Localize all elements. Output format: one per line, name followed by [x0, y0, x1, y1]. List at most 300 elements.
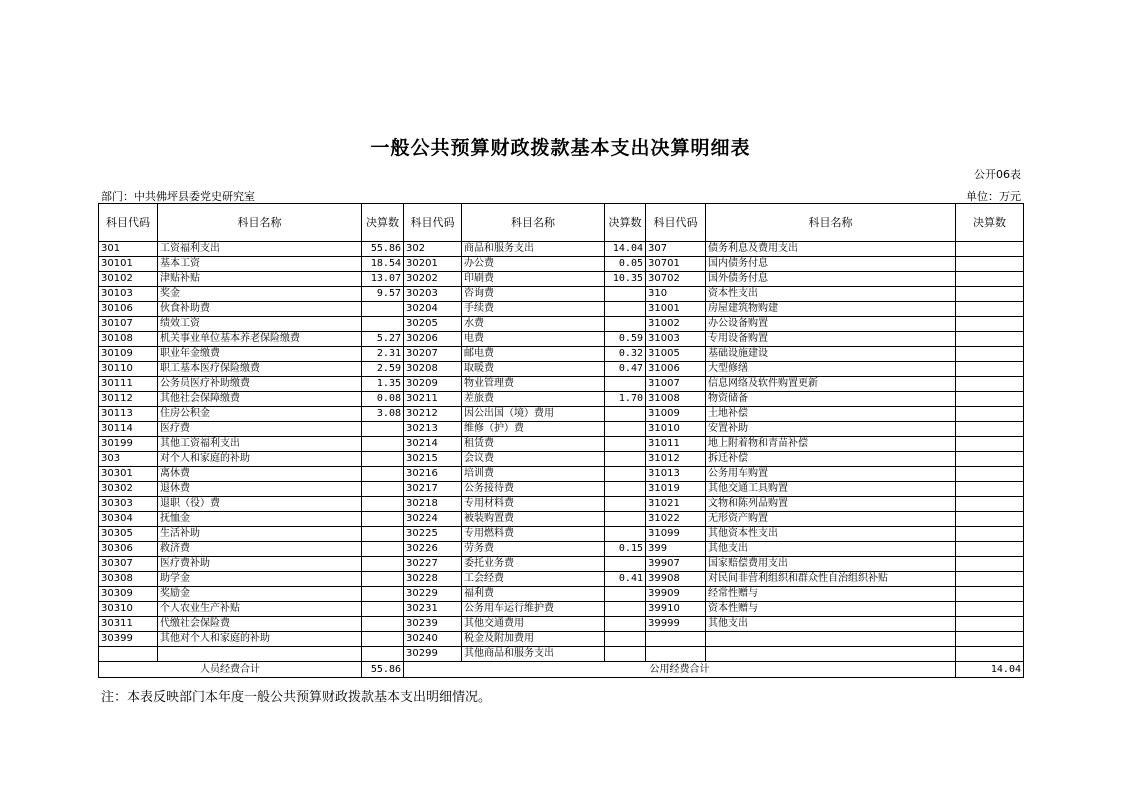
amount-cell: 13.07 — [362, 272, 404, 287]
subject-name-cell: 工会经费 — [462, 572, 605, 587]
amount-cell — [362, 632, 404, 647]
subject-name-cell: 公务接待费 — [462, 482, 605, 497]
amount-cell — [956, 512, 1024, 527]
subject-name-cell: 大型修缮 — [706, 362, 956, 377]
department-label: 部门：中共佛坪县委党史研究室 — [101, 190, 255, 203]
amount-cell — [605, 377, 646, 392]
subject-code-cell: 30214 — [404, 437, 462, 452]
subject-code-cell: 30110 — [99, 362, 158, 377]
amount-cell — [956, 362, 1024, 377]
subject-code-cell: 31099 — [646, 527, 706, 542]
subject-name-cell: 地上附着物和青苗补偿 — [706, 437, 956, 452]
subject-name-cell: 被装购置费 — [462, 512, 605, 527]
amount-cell: 5.27 — [362, 332, 404, 347]
header-code: 科目代码 — [646, 204, 706, 242]
amount-cell: 55.86 — [362, 242, 404, 257]
subject-code-cell: 31010 — [646, 422, 706, 437]
subject-code-cell: 30201 — [404, 257, 462, 272]
subject-code-cell: 30114 — [99, 422, 158, 437]
amount-cell — [956, 572, 1024, 587]
table-row — [99, 587, 1024, 602]
amount-cell: 2.31 — [362, 347, 404, 362]
subject-name-cell: 对民间非营利组织和群众性自治组织补贴 — [706, 572, 956, 587]
subject-name-cell: 其他工资福利支出 — [158, 437, 362, 452]
subject-code-cell: 31011 — [646, 437, 706, 452]
subject-name-cell: 资本性赠与 — [706, 602, 956, 617]
public-total-value: 14.04 — [956, 662, 1024, 678]
subject-code-cell: 39909 — [646, 587, 706, 602]
subject-name-cell: 专用设备购置 — [706, 332, 956, 347]
personnel-total-label: 人员经费合计 — [99, 662, 362, 678]
subject-name-cell: 绩效工资 — [158, 317, 362, 332]
subject-code-cell: 30208 — [404, 362, 462, 377]
subject-name-cell: 离休费 — [158, 467, 362, 482]
subject-code-cell: 30215 — [404, 452, 462, 467]
table-row — [99, 392, 1024, 407]
amount-cell — [362, 587, 404, 602]
subject-code-cell: 30308 — [99, 572, 158, 587]
amount-cell: 3.08 — [362, 407, 404, 422]
header-code: 科目代码 — [404, 204, 462, 242]
subject-name-cell: 邮电费 — [462, 347, 605, 362]
amount-cell — [605, 467, 646, 482]
subject-code-cell: 30217 — [404, 482, 462, 497]
subject-code-cell: 30206 — [404, 332, 462, 347]
table-row — [99, 497, 1024, 512]
subject-name-cell: 印刷费 — [462, 272, 605, 287]
amount-cell — [605, 302, 646, 317]
subject-name-cell: 咨询费 — [462, 287, 605, 302]
subject-code-cell: 39908 — [646, 572, 706, 587]
table-row — [99, 347, 1024, 362]
subject-code-cell: 31005 — [646, 347, 706, 362]
subject-name-cell: 经常性赠与 — [706, 587, 956, 602]
subject-code-cell: 30204 — [404, 302, 462, 317]
amount-cell — [956, 302, 1024, 317]
subject-name-cell: 商品和服务支出 — [462, 242, 605, 257]
subject-code-cell: 30231 — [404, 602, 462, 617]
subject-name-cell: 公务员医疗补助缴费 — [158, 377, 362, 392]
amount-cell — [956, 437, 1024, 452]
subject-name-cell: 其他社会保障缴费 — [158, 392, 362, 407]
subject-code-cell: 30111 — [99, 377, 158, 392]
table-row — [99, 317, 1024, 332]
amount-cell: 18.54 — [362, 257, 404, 272]
amount-cell — [956, 347, 1024, 362]
subject-name-cell: 因公出国（境）费用 — [462, 407, 605, 422]
subject-code-cell: 301 — [99, 242, 158, 257]
subject-code-cell: 31006 — [646, 362, 706, 377]
amount-cell: 14.04 — [605, 242, 646, 257]
subject-name-cell: 医疗费 — [158, 422, 362, 437]
amount-cell — [362, 497, 404, 512]
subject-code-cell: 30311 — [99, 617, 158, 632]
table-row — [99, 527, 1024, 542]
subject-name-cell: 其他支出 — [706, 542, 956, 557]
amount-cell — [956, 497, 1024, 512]
table-row — [99, 362, 1024, 377]
table-row — [99, 512, 1024, 527]
subject-code-cell: 30113 — [99, 407, 158, 422]
amount-cell — [605, 617, 646, 632]
subject-name-cell: 租赁费 — [462, 437, 605, 452]
amount-cell: 2.59 — [362, 362, 404, 377]
amount-cell — [605, 587, 646, 602]
table-row — [99, 617, 1024, 632]
amount-cell: 1.35 — [362, 377, 404, 392]
amount-cell — [956, 632, 1024, 647]
amount-cell — [605, 557, 646, 572]
amount-cell — [605, 452, 646, 467]
table-row — [99, 467, 1024, 482]
subject-name-cell: 奖励金 — [158, 587, 362, 602]
subject-name-cell: 代缴社会保险费 — [158, 617, 362, 632]
amount-cell — [362, 302, 404, 317]
subject-code-cell: 31002 — [646, 317, 706, 332]
subject-code-cell: 30307 — [99, 557, 158, 572]
subject-code-cell: 30107 — [99, 317, 158, 332]
amount-cell — [956, 467, 1024, 482]
subject-name-cell: 住房公积金 — [158, 407, 362, 422]
table-row — [99, 332, 1024, 347]
amount-cell — [605, 602, 646, 617]
table-row — [99, 407, 1024, 422]
subject-name-cell: 税金及附加费用 — [462, 632, 605, 647]
subject-name-cell: 水费 — [462, 317, 605, 332]
amount-cell: 0.15 — [605, 542, 646, 557]
subject-code-cell: 30212 — [404, 407, 462, 422]
amount-cell — [956, 452, 1024, 467]
amount-cell — [605, 422, 646, 437]
amount-cell — [605, 632, 646, 647]
subject-name-cell: 国内债务付息 — [706, 257, 956, 272]
table-row — [99, 302, 1024, 317]
subject-code-cell: 30199 — [99, 437, 158, 452]
table-row — [99, 377, 1024, 392]
table-row — [99, 482, 1024, 497]
subject-code-cell: 30305 — [99, 527, 158, 542]
subject-name-cell: 取暖费 — [462, 362, 605, 377]
subject-code-cell: 30112 — [99, 392, 158, 407]
subject-code-cell: 31013 — [646, 467, 706, 482]
subject-name-cell — [706, 632, 956, 647]
amount-cell — [956, 557, 1024, 572]
subject-code-cell: 30302 — [99, 482, 158, 497]
subject-name-cell: 土地补偿 — [706, 407, 956, 422]
subject-name-cell: 职业年金缴费 — [158, 347, 362, 362]
amount-cell — [956, 542, 1024, 557]
subject-code-cell: 30211 — [404, 392, 462, 407]
subject-code-cell: 307 — [646, 242, 706, 257]
subject-code-cell: 30229 — [404, 587, 462, 602]
subject-code-cell: 302 — [404, 242, 462, 257]
amount-cell — [605, 527, 646, 542]
table-row — [99, 422, 1024, 437]
table-row — [99, 572, 1024, 587]
subject-code-cell: 39907 — [646, 557, 706, 572]
subject-name-cell: 文物和陈列品购置 — [706, 497, 956, 512]
subject-name-cell: 奖金 — [158, 287, 362, 302]
subject-name-cell: 退职（役）费 — [158, 497, 362, 512]
subject-name-cell: 资本性支出 — [706, 287, 956, 302]
subject-name-cell: 工资福利支出 — [158, 242, 362, 257]
header-amount: 决算数 — [956, 204, 1024, 242]
subject-name-cell: 办公设备购置 — [706, 317, 956, 332]
subject-name-cell: 职工基本医疗保险缴费 — [158, 362, 362, 377]
amount-cell — [362, 647, 404, 662]
subject-code-cell: 30224 — [404, 512, 462, 527]
subject-name-cell: 其他交通费用 — [462, 617, 605, 632]
subject-name-cell: 机关事业单位基本养老保险缴费 — [158, 332, 362, 347]
subject-name-cell: 办公费 — [462, 257, 605, 272]
subject-code-cell: 30299 — [404, 647, 462, 662]
subject-code-cell — [99, 647, 158, 662]
subject-code-cell: 30301 — [99, 467, 158, 482]
amount-cell — [956, 272, 1024, 287]
amount-cell — [362, 437, 404, 452]
subject-code-cell: 39999 — [646, 617, 706, 632]
amount-cell — [605, 407, 646, 422]
subject-name-cell: 福利费 — [462, 587, 605, 602]
subject-name-cell: 退休费 — [158, 482, 362, 497]
subject-code-cell: 30108 — [99, 332, 158, 347]
subject-code-cell: 30101 — [99, 257, 158, 272]
subject-code-cell: 30209 — [404, 377, 462, 392]
table-row — [99, 647, 1024, 662]
subject-code-cell: 399 — [646, 542, 706, 557]
subject-name-cell: 公务用车购置 — [706, 467, 956, 482]
amount-cell: 0.32 — [605, 347, 646, 362]
subject-name-cell: 其他商品和服务支出 — [462, 647, 605, 662]
amount-cell — [956, 617, 1024, 632]
subject-code-cell: 310 — [646, 287, 706, 302]
subject-name-cell: 其他交通工具购置 — [706, 482, 956, 497]
table-row — [99, 257, 1024, 272]
subject-name-cell: 对个人和家庭的补助 — [158, 452, 362, 467]
amount-cell — [956, 392, 1024, 407]
amount-cell — [956, 332, 1024, 347]
subject-name-cell: 劳务费 — [462, 542, 605, 557]
totals-row — [99, 662, 1024, 678]
subject-name-cell: 安置补助 — [706, 422, 956, 437]
subject-name-cell: 委托业务费 — [462, 557, 605, 572]
subject-code-cell: 30205 — [404, 317, 462, 332]
subject-code-cell: 39910 — [646, 602, 706, 617]
amount-cell — [956, 482, 1024, 497]
subject-code-cell: 31019 — [646, 482, 706, 497]
subject-code-cell: 303 — [99, 452, 158, 467]
header-row — [99, 204, 1024, 242]
amount-cell — [362, 467, 404, 482]
amount-cell — [956, 527, 1024, 542]
subject-name-cell: 津贴补贴 — [158, 272, 362, 287]
subject-code-cell: 30303 — [99, 497, 158, 512]
table-id: 公开06表 — [974, 168, 1021, 181]
subject-code-cell: 30399 — [99, 632, 158, 647]
amount-cell — [956, 377, 1024, 392]
amount-cell — [605, 497, 646, 512]
subject-name-cell: 物资储备 — [706, 392, 956, 407]
subject-code-cell: 30216 — [404, 467, 462, 482]
subject-name-cell: 专用燃料费 — [462, 527, 605, 542]
amount-cell — [956, 602, 1024, 617]
subject-code-cell: 30228 — [404, 572, 462, 587]
subject-code-cell: 30304 — [99, 512, 158, 527]
amount-cell — [605, 647, 646, 662]
table-row — [99, 242, 1024, 257]
subject-code-cell: 30306 — [99, 542, 158, 557]
unit-label: 单位：万元 — [966, 190, 1021, 203]
amount-cell — [362, 512, 404, 527]
table-row — [99, 542, 1024, 557]
subject-code-cell: 31009 — [646, 407, 706, 422]
subject-code-cell: 30218 — [404, 497, 462, 512]
amount-cell — [605, 317, 646, 332]
subject-name-cell: 信息网络及软件购置更新 — [706, 377, 956, 392]
expenditure-table — [98, 203, 1024, 678]
amount-cell: 0.41 — [605, 572, 646, 587]
amount-cell — [362, 452, 404, 467]
amount-cell — [362, 317, 404, 332]
amount-cell: 1.70 — [605, 392, 646, 407]
amount-cell — [362, 482, 404, 497]
amount-cell — [956, 647, 1024, 662]
report-title: 一般公共预算财政拨款基本支出决算明细表 — [370, 137, 751, 159]
amount-cell — [956, 587, 1024, 602]
subject-name-cell: 拆迁补偿 — [706, 452, 956, 467]
subject-code-cell: 30109 — [99, 347, 158, 362]
amount-cell — [956, 407, 1024, 422]
subject-name-cell: 公务用车运行维护费 — [462, 602, 605, 617]
header-code: 科目代码 — [99, 204, 158, 242]
amount-cell — [605, 437, 646, 452]
amount-cell: 0.08 — [362, 392, 404, 407]
subject-name-cell: 其他资本性支出 — [706, 527, 956, 542]
header-amount: 决算数 — [605, 204, 646, 242]
subject-name-cell: 基础设施建设 — [706, 347, 956, 362]
amount-cell — [362, 602, 404, 617]
amount-cell — [605, 482, 646, 497]
subject-code-cell: 31003 — [646, 332, 706, 347]
amount-cell — [362, 527, 404, 542]
subject-code-cell: 30103 — [99, 287, 158, 302]
subject-name-cell: 国家赔偿费用支出 — [706, 557, 956, 572]
amount-cell — [956, 242, 1024, 257]
subject-name-cell: 医疗费补助 — [158, 557, 362, 572]
amount-cell — [956, 317, 1024, 332]
subject-code-cell — [646, 647, 706, 662]
subject-code-cell: 30106 — [99, 302, 158, 317]
subject-name-cell — [158, 647, 362, 662]
personnel-total-value: 55.86 — [362, 662, 404, 678]
amount-cell: 0.47 — [605, 362, 646, 377]
subject-code-cell: 30207 — [404, 347, 462, 362]
subject-name-cell: 差旅费 — [462, 392, 605, 407]
subject-code-cell: 31001 — [646, 302, 706, 317]
table-row — [99, 557, 1024, 572]
subject-name-cell: 物业管理费 — [462, 377, 605, 392]
header-name: 科目名称 — [158, 204, 362, 242]
subject-code-cell: 31012 — [646, 452, 706, 467]
table-row — [99, 272, 1024, 287]
subject-name-cell: 电费 — [462, 332, 605, 347]
amount-cell — [956, 257, 1024, 272]
amount-cell — [956, 287, 1024, 302]
subject-code-cell: 31022 — [646, 512, 706, 527]
subject-name-cell: 会议费 — [462, 452, 605, 467]
subject-name-cell — [706, 647, 956, 662]
subject-name-cell: 房屋建筑物购建 — [706, 302, 956, 317]
table-row — [99, 287, 1024, 302]
subject-code-cell: 30213 — [404, 422, 462, 437]
subject-code-cell: 30702 — [646, 272, 706, 287]
subject-code-cell: 30239 — [404, 617, 462, 632]
header-amount: 决算数 — [362, 204, 404, 242]
subject-name-cell: 个人农业生产补贴 — [158, 602, 362, 617]
subject-code-cell: 30309 — [99, 587, 158, 602]
subject-name-cell: 抚恤金 — [158, 512, 362, 527]
subject-name-cell: 无形资产购置 — [706, 512, 956, 527]
public-total-label: 公用经费合计 — [404, 662, 956, 678]
table-row — [99, 452, 1024, 467]
subject-code-cell: 30701 — [646, 257, 706, 272]
subject-code-cell: 30310 — [99, 602, 158, 617]
amount-cell — [362, 422, 404, 437]
table-row — [99, 632, 1024, 647]
amount-cell: 10.35 — [605, 272, 646, 287]
amount-cell — [362, 542, 404, 557]
amount-cell — [605, 512, 646, 527]
subject-name-cell: 伙食补助费 — [158, 302, 362, 317]
subject-code-cell: 31021 — [646, 497, 706, 512]
subject-code-cell: 30240 — [404, 632, 462, 647]
amount-cell — [362, 572, 404, 587]
amount-cell: 9.57 — [362, 287, 404, 302]
subject-name-cell: 债务利息及费用支出 — [706, 242, 956, 257]
subject-name-cell: 其他支出 — [706, 617, 956, 632]
subject-name-cell: 救济费 — [158, 542, 362, 557]
header-name: 科目名称 — [706, 204, 956, 242]
subject-name-cell: 手续费 — [462, 302, 605, 317]
table-row — [99, 602, 1024, 617]
subject-code-cell: 31007 — [646, 377, 706, 392]
subject-code-cell: 30203 — [404, 287, 462, 302]
subject-code-cell: 30202 — [404, 272, 462, 287]
amount-cell: 0.59 — [605, 332, 646, 347]
header-name: 科目名称 — [462, 204, 605, 242]
subject-code-cell — [646, 632, 706, 647]
subject-name-cell: 生活补助 — [158, 527, 362, 542]
subject-code-cell: 30102 — [99, 272, 158, 287]
amount-cell — [605, 287, 646, 302]
subject-code-cell: 30226 — [404, 542, 462, 557]
amount-cell — [956, 422, 1024, 437]
subject-name-cell: 其他对个人和家庭的补助 — [158, 632, 362, 647]
subject-name-cell: 维修（护）费 — [462, 422, 605, 437]
subject-code-cell: 30227 — [404, 557, 462, 572]
amount-cell — [362, 557, 404, 572]
subject-code-cell: 31008 — [646, 392, 706, 407]
subject-name-cell: 基本工资 — [158, 257, 362, 272]
table-row — [99, 437, 1024, 452]
footnote: 注：本表反映部门本年度一般公共预算财政拨款基本支出明细情况。 — [101, 690, 492, 705]
subject-code-cell: 30225 — [404, 527, 462, 542]
subject-name-cell: 助学金 — [158, 572, 362, 587]
amount-cell — [362, 617, 404, 632]
subject-name-cell: 培训费 — [462, 467, 605, 482]
subject-name-cell: 国外债务付息 — [706, 272, 956, 287]
subject-name-cell: 专用材料费 — [462, 497, 605, 512]
